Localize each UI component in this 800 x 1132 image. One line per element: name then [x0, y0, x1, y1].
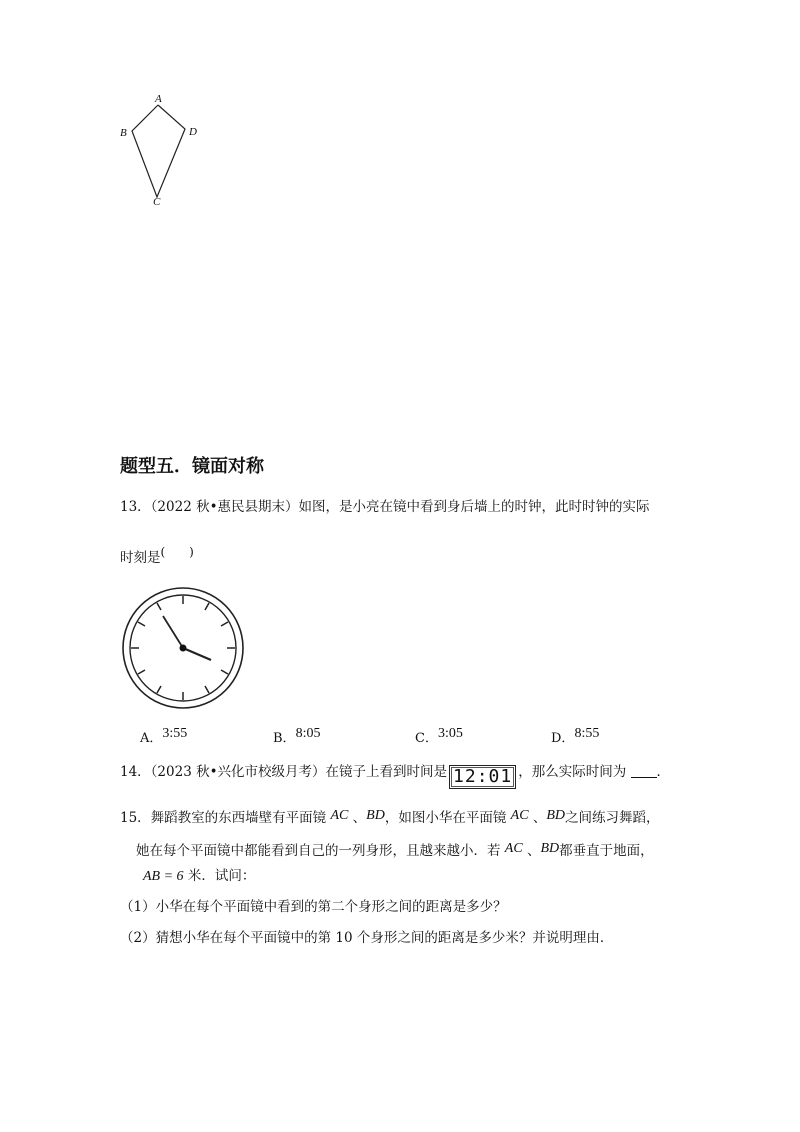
q15-l2: 她在每个平面镜中都能看到自己的一列身形，且越来越小．若: [136, 843, 505, 859]
q14-answer-blank[interactable]: [631, 763, 657, 778]
option-b-value: 8:05: [295, 726, 321, 741]
q15-l1b: ，如图小华在平面镜: [384, 810, 511, 826]
q15-bd-3: BD: [540, 841, 560, 856]
q15-sep-3: 、: [522, 843, 541, 859]
kite-figure: [110, 88, 220, 213]
q15-l3b: 米．试问：: [183, 868, 256, 884]
q15-ab-eq: AB = 6: [143, 869, 184, 884]
q13-line1: 13．（2022 秋•惠民县期末）如图，是小亮在镜中看到身后墙上的时钟，此时时钟的实际: [120, 499, 650, 515]
q15-ac-3: AC: [504, 841, 523, 856]
q13-line2-text: 时刻是: [120, 550, 161, 566]
q15-bd-2: BD: [546, 808, 565, 823]
vertex-label-a: A: [155, 93, 162, 105]
q15-sub1: （1）小华在每个平面镜中看到的第二个身形之间的距离是多少？: [120, 899, 507, 915]
q15-line1: [120, 806, 660, 828]
mirrored-clock: [118, 587, 248, 709]
option-a-letter: A．: [140, 731, 163, 746]
option-b-letter: B．: [273, 731, 296, 746]
q14-prefix: 14．（2023 秋•兴化市校级月考）在镜子上看到时间是: [120, 764, 448, 780]
q13-answer-paren: ( ): [160, 545, 194, 559]
q15-l1a: 15．舞蹈教室的东西墙壁有平面镜: [120, 810, 331, 826]
section-title: 题型五．镜面对称: [120, 456, 264, 477]
q15-sep-2: 、: [528, 810, 547, 826]
q14-end: ．: [656, 764, 671, 780]
q15-sub2: （2）猜想小华在每个平面镜中的第 10 个身形之间的距离是多少米？并说明理由．: [120, 930, 614, 946]
q15-line2: [136, 839, 654, 861]
option-c-letter: C．: [415, 731, 438, 746]
q14-line: [120, 762, 670, 789]
q13-line2: [120, 542, 194, 568]
q15-l2b: 都垂直于地面，: [559, 843, 654, 859]
option-d-letter: D．: [551, 731, 575, 746]
clock-hour-hand: [183, 648, 211, 660]
q15-sep-1: 、: [348, 810, 367, 826]
clock-center-pin: [180, 645, 187, 652]
q13-option-b[interactable]: [273, 724, 320, 749]
vertex-label-d: D: [189, 126, 197, 138]
option-c-value: 3:05: [437, 726, 463, 741]
mirror-digital-display: 12:01: [449, 765, 516, 789]
option-d-value: 8:55: [574, 726, 600, 741]
q15-ac-2: AC: [510, 808, 529, 823]
q15-line3: [143, 866, 255, 887]
q15-ac-1: AC: [330, 808, 349, 823]
q13-option-c[interactable]: [415, 724, 463, 749]
kite-outline: [132, 105, 185, 197]
clock-minute-hand: [163, 616, 183, 648]
option-a-value: 3:55: [162, 726, 188, 741]
q15-bd-1: BD: [366, 808, 385, 823]
vertex-label-b: B: [120, 127, 127, 139]
q13-option-a[interactable]: [140, 724, 187, 749]
q14-suffix: ，那么实际时间为: [518, 764, 631, 780]
q15-l1c: 之间练习舞蹈，: [565, 810, 660, 826]
vertex-label-c: C: [153, 196, 161, 208]
q13-option-d[interactable]: [551, 724, 599, 749]
